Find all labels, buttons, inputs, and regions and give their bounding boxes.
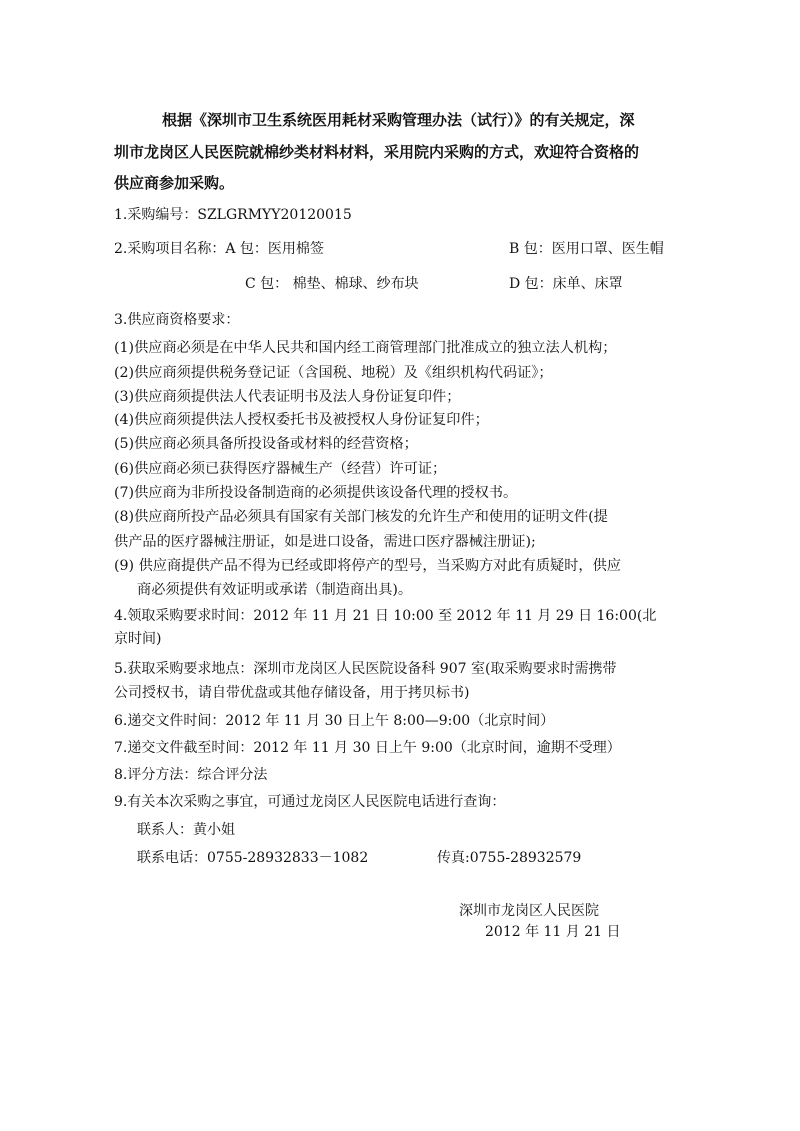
pickup-time-line-1: 4.领取采购要求时间：2012 年 11 月 21 日 10:00 至 2012 年 11 月 29 日 16:00(北 [114, 608, 657, 624]
contact-person: 联系人：黄小姐 [137, 822, 235, 838]
qualification-item: (6)供应商必须已获得医疗器械生产（经营）许可证； [114, 461, 447, 477]
package-d: D 包：床单、床罩 [509, 276, 623, 292]
qualification-item: (3)供应商须提供法人代表证明书及法人身份证复印件； [114, 389, 461, 405]
qualification-item-9-line-2: 商必须提供有效证明或承诺（制造商出具)。 [137, 582, 413, 598]
submission-time: 6.递交文件时间：2012 年 11 月 30 日上午 8:00—9:00（北京时间） [114, 713, 555, 729]
signature-date: 2012 年 11 月 21 日 [485, 924, 621, 940]
intro-line-3: 供应商参加采购。 [114, 174, 235, 192]
qualification-item: (7)供应商为非所投设备制造商的必须提供该设备代理的授权书。 [114, 485, 518, 501]
signature-organization: 深圳市龙岗区人民医院 [459, 903, 599, 919]
package-c: C 包： 棉垫、棉球、纱布块 [245, 276, 419, 292]
package-a: 2.采购项目名称：A 包：医用棉签 [114, 241, 324, 257]
inquiry-note: 9.有关本次采购之事宜，可通过龙岗区人民医院电话进行查询： [114, 794, 506, 810]
qualification-item-8-line-2: 供产品的医疗器械注册证，如是进口设备，需进口医疗器械注册证); [114, 534, 536, 550]
pickup-time-line-2: 京时间) [114, 631, 162, 647]
pickup-location-line-1: 5.获取采购要求地点：深圳市龙岗区人民医院设备科 907 室(取采购要求时需携带 [114, 661, 617, 677]
qualification-title: 3.供应商资格要求： [114, 312, 240, 328]
procurement-number: 1.采购编号：SZLGRMYY20120015 [114, 207, 352, 223]
qualification-item-9-line-1: (9) 供应商提供产品不得为已经或即将停产的型号，当采购方对此有质疑时，供应 [114, 558, 621, 574]
qualification-item: (2)供应商须提供税务登记证（含国税、地税）及《组织机构代码证》； [114, 365, 553, 381]
contact-fax: 传真:0755-28932579 [437, 850, 582, 866]
submission-deadline: 7.递交文件截至时间：2012 年 11 月 30 日上午 9:00（北京时间，逾期不受理） [114, 740, 621, 756]
intro-line-1: 根据《深圳市卫生系统医用耗材采购管理办法（试行）》的有关规定，深 [162, 111, 635, 129]
qualification-item-8-line-1: (8)供应商所投产品必须具有国家有关部门核发的允许生产和使用的证明文件(提 [114, 509, 608, 525]
scoring-method: 8.评分方法：综合评分法 [114, 767, 268, 783]
package-b: B 包：医用口罩、医生帽 [509, 241, 664, 257]
pickup-location-line-2: 公司授权书，请自带优盘或其他存储设备，用于拷贝标书) [114, 685, 470, 701]
qualification-item: (5)供应商必须具备所投设备或材料的经营资格； [114, 436, 418, 452]
intro-line-2: 圳市龙岗区人民医院就棉纱类材料材料，采用院内采购的方式，欢迎符合资格的 [114, 143, 640, 161]
qualification-item: (1)供应商必须是在中华人民共和国内经工商管理部门批准成立的独立法人机构； [114, 340, 617, 356]
contact-phone: 联系电话：0755-28932833－1082 [137, 850, 369, 866]
qualification-item: (4)供应商须提供法人授权委托书及被授权人身份证复印件； [114, 412, 489, 428]
